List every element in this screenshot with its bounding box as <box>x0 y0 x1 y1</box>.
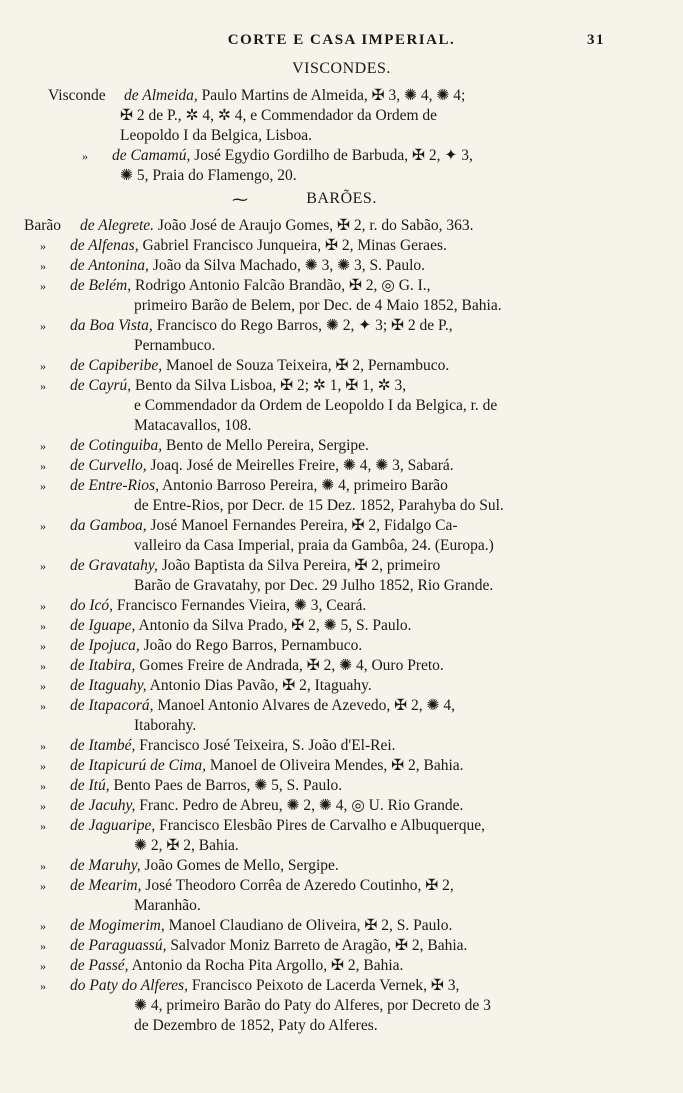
entry-line <box>70 936 467 956</box>
title-name: de Entre-Rios, <box>70 477 159 494</box>
entry-baroes <box>0 636 683 656</box>
holder-text: Joaq. José de Meirelles Freire, ✺ 4, ✺ 3, Sabará. <box>146 457 454 474</box>
entry-line <box>70 696 455 716</box>
entry-line <box>70 376 406 396</box>
title-name: de Maruhy, <box>70 857 141 874</box>
holder-text: Gomes Freire de Andrada, ✠ 2, ✺ 4, Ouro Preto. <box>135 657 444 674</box>
ditto-mark: » <box>40 619 46 633</box>
ditto-mark: » <box>40 519 46 533</box>
entry-viscondes <box>0 86 683 146</box>
title-name: de Alfenas, <box>70 237 139 254</box>
holder-text: Manoel de Oliveira Mendes, ✠ 2, Bahia. <box>206 757 464 774</box>
entry-baroes <box>0 956 683 976</box>
ditto-mark: » <box>40 479 46 493</box>
running-title: CORTE E CASA IMPERIAL. <box>227 32 456 48</box>
title-name: de Curvello, <box>70 457 147 474</box>
ditto-mark: » <box>40 359 46 373</box>
holder-text: João da Silva Machado, ✺ 3, ✺ 3, S. Paulo. <box>148 257 426 274</box>
ditto-mark: » <box>40 259 46 273</box>
entry-baroes <box>0 376 683 436</box>
title-name: de Itambé, <box>70 737 136 754</box>
entry-line <box>80 216 474 236</box>
entry-baroes <box>0 356 683 376</box>
entry-line <box>70 876 454 896</box>
ditto-mark: » <box>40 779 46 793</box>
ditto-mark: » <box>40 599 46 613</box>
entry-baroes <box>0 436 683 456</box>
entry-baroes <box>0 756 683 776</box>
entry-baroes <box>0 276 683 316</box>
entry-line <box>70 596 366 616</box>
entry-line <box>70 916 452 936</box>
ditto-mark: » <box>40 919 46 933</box>
holder-text: Antonio Barroso Pereira, ✺ 4, primeiro Barão <box>158 477 448 494</box>
entry-baroes <box>0 596 683 616</box>
holder-text: João José de Araujo Gomes, ✠ 2, r. do Sabão, 363. <box>154 217 474 234</box>
title-name: de Ipojuca, <box>70 637 140 654</box>
ditto-mark: » <box>40 879 46 893</box>
entry-line <box>70 236 447 256</box>
holder-text: Bento Paes de Barros, ✺ 5, S. Paulo. <box>109 777 343 794</box>
entry-line <box>70 256 425 276</box>
title-name: da Boa Vista, <box>70 317 153 334</box>
ditto-mark: » <box>40 379 46 393</box>
entry-baroes <box>0 856 683 876</box>
ditto-mark: » <box>40 939 46 953</box>
holder-text: José Theodoro Corrêa de Azeredo Coutinho, ✠ 2, <box>141 877 454 894</box>
continuation-line: ✺ 4, primeiro Barão do Paty do Alferes, por Decreto de 3 <box>134 997 491 1014</box>
holder-text: Gabriel Francisco Junqueira, ✠ 2, Minas Geraes. <box>138 237 447 254</box>
title-name: de Passé, <box>70 957 129 974</box>
entry-line <box>70 276 431 296</box>
continuation-line: ✺ 2, ✠ 2, Bahia. <box>134 837 239 854</box>
continuation-line: de Dezembro de 1852, Paty do Alferes. <box>134 1017 378 1034</box>
entry-baroes <box>0 916 683 936</box>
holder-text: José Egydio Gordilho de Barbuda, ✠ 2, ✦ 3, <box>190 147 473 164</box>
entry-line <box>70 516 458 536</box>
title-name: de Jaguaripe, <box>70 817 156 834</box>
running-header <box>0 32 683 52</box>
title-name: de Mearim, <box>70 877 142 894</box>
ditto-mark: » <box>40 959 46 973</box>
section-heading-baroes: BARÕES. <box>306 190 377 207</box>
entry-line <box>70 636 362 656</box>
title-name: de Cotinguiba, <box>70 437 163 454</box>
title-name: do Icó, <box>70 597 114 614</box>
holder-text: Manoel Claudiano de Oliveira, ✠ 2, S. Paulo. <box>164 917 453 934</box>
entry-baroes <box>0 476 683 516</box>
ditto-mark: » <box>40 459 46 473</box>
title-name: de Gravatahy, <box>70 557 158 574</box>
ditto-mark: » <box>40 239 46 253</box>
ditto-mark: » <box>40 439 46 453</box>
entry-baroes <box>0 556 683 596</box>
continuation-line: Matacavallos, 108. <box>134 417 252 434</box>
page-number: 31 <box>587 32 605 48</box>
entry-baroes <box>0 736 683 756</box>
title-name: de Jacuhy, <box>70 797 136 814</box>
tilde-ornament: ⁓ <box>232 192 248 209</box>
continuation-line: Maranhão. <box>134 897 201 914</box>
holder-text: Manoel Antonio Alvares de Azevedo, ✠ 2, ✺ 4, <box>153 697 455 714</box>
entry-line <box>70 676 372 696</box>
entry-line <box>70 856 339 876</box>
title-name: de Mogimerim, <box>70 917 165 934</box>
title-name: de Itabira, <box>70 657 136 674</box>
holder-text: Antonio da Silva Prado, ✠ 2, ✺ 5, S. Paulo. <box>135 617 412 634</box>
title-name: de Antonina, <box>70 257 149 274</box>
ditto-mark: » <box>40 679 46 693</box>
entry-baroes <box>0 936 683 956</box>
continuation-line: valleiro da Casa Imperial, praia da Gambôa, 24. (Europa.) <box>134 537 494 554</box>
continuation-line: de Entre-Rios, por Decr. de 15 Dez. 1852, Parahyba do Sul. <box>134 497 504 514</box>
entry-baroes <box>0 256 683 276</box>
title-name: de Cayrú, <box>70 377 132 394</box>
holder-text: João Baptista da Silva Pereira, ✠ 2, primeiro <box>157 557 441 574</box>
entry-baroes <box>0 976 683 1036</box>
holder-text: João do Rego Barros, Pernambuco. <box>139 637 363 654</box>
title-name: de Itapicurú de Cima, <box>70 757 207 774</box>
entry-baroes <box>0 696 683 736</box>
holder-text: Salvador Moniz Barreto de Aragão, ✠ 2, Bahia. <box>166 937 468 954</box>
continuation-line: Leopoldo I da Belgica, Lisboa. <box>120 127 312 144</box>
title-name: do Paty do Alferes, <box>70 977 188 994</box>
entry-line <box>70 956 403 976</box>
holder-text: José Manoel Fernandes Pereira, ✠ 2, Fidalgo Ca- <box>146 517 458 534</box>
continuation-line: ✺ 5, Praia do Flamengo, 20. <box>120 167 297 184</box>
title-label: Barão <box>24 217 62 234</box>
holder-text: Francisco Elesbão Pires de Carvalho e Albuquerque, <box>155 817 485 834</box>
ditto-mark: » <box>40 819 46 833</box>
section-heading-viscondes: VISCONDES. <box>292 60 391 77</box>
ditto-mark: » <box>40 859 46 873</box>
entry-baroes <box>0 816 683 856</box>
continuation-line: e Commendador da Ordem de Leopoldo I da Belgica, r. de <box>134 397 498 414</box>
ditto-mark: » <box>40 799 46 813</box>
entry-baroes <box>0 656 683 676</box>
title-name: de Paraguassú, <box>70 937 167 954</box>
holder-text: Francisco Fernandes Vieira, ✺ 3, Ceará. <box>113 597 367 614</box>
holder-text: Bento de Mello Pereira, Sergipe. <box>162 437 369 454</box>
entry-baroes <box>0 796 683 816</box>
entry-line <box>70 796 463 816</box>
holder-text: Francisco do Rego Barros, ✺ 2, ✦ 3; ✠ 2 de P., <box>152 317 453 334</box>
entry-line <box>70 736 396 756</box>
entry-line <box>124 86 465 106</box>
title-name: de Itaguahy, <box>70 677 147 694</box>
holder-text: Francisco José Teixeira, S. João d'El-Rei. <box>135 737 396 754</box>
holder-text: Antonio Dias Pavão, ✠ 2, Itaguahy. <box>146 677 372 694</box>
holder-text: Francisco Peixoto de Lacerda Vernek, ✠ 3, <box>187 977 460 994</box>
entry-baroes <box>0 216 683 236</box>
title-name: de Iguape, <box>70 617 136 634</box>
holder-text: Paulo Martins de Almeida, ✠ 3, ✺ 4, ✺ 4; <box>197 87 466 104</box>
continuation-line: Barão de Gravatahy, por Dec. 29 Julho 1852, Rio Grande. <box>134 577 494 594</box>
holder-text: João Gomes de Mello, Sergipe. <box>140 857 339 874</box>
entry-line <box>70 556 440 576</box>
ditto-mark: » <box>40 699 46 713</box>
title-name: de Almeida, <box>124 87 198 104</box>
entry-baroes <box>0 316 683 356</box>
ditto-mark: » <box>40 319 46 333</box>
entry-line <box>70 436 369 456</box>
continuation-line: Itaborahy. <box>134 717 197 734</box>
entry-baroes <box>0 236 683 256</box>
title-name: de Itapacorá, <box>70 697 154 714</box>
title-name: da Gamboa, <box>70 517 147 534</box>
entry-line <box>70 816 485 836</box>
entry-baroes <box>0 616 683 636</box>
entry-line <box>70 756 464 776</box>
ditto-mark: » <box>40 639 46 653</box>
ditto-mark: » <box>40 979 46 993</box>
entry-baroes <box>0 776 683 796</box>
entry-line <box>70 776 342 796</box>
entry-baroes <box>0 676 683 696</box>
ditto-mark: » <box>40 279 46 293</box>
continuation-line: primeiro Barão de Belem, por Dec. de 4 Maio 1852, Bahia. <box>134 297 502 314</box>
title-label: Visconde <box>48 87 106 104</box>
entry-line <box>70 976 459 996</box>
ditto-mark: » <box>40 659 46 673</box>
title-name: de Camamú, <box>112 147 191 164</box>
entry-line <box>70 656 444 676</box>
holder-text: Manoel de Souza Teixeira, ✠ 2, Pernambuco. <box>162 357 450 374</box>
entry-line <box>70 356 449 376</box>
holder-text: Franc. Pedro de Abreu, ✺ 2, ✺ 4, ◎ U. Rio Grande. <box>135 797 464 814</box>
entry-viscondes <box>0 146 683 186</box>
title-name: de Belém, <box>70 277 132 294</box>
continuation-line: ✠ 2 de P., ✲ 4, ✲ 4, e Commendador da Ordem de <box>120 107 438 124</box>
entry-line <box>70 456 454 476</box>
entry-line <box>112 146 473 166</box>
holder-text: Rodrigo Antonio Falcão Brandão, ✠ 2, ◎ G. I., <box>131 277 431 294</box>
entry-line <box>70 316 453 336</box>
entry-baroes <box>0 456 683 476</box>
continuation-line: Pernambuco. <box>134 337 216 354</box>
title-name: de Itú, <box>70 777 110 794</box>
ditto-mark: » <box>40 759 46 773</box>
entry-baroes <box>0 876 683 916</box>
title-name: de Capiberibe, <box>70 357 163 374</box>
holder-text: Bento da Silva Lisboa, ✠ 2; ✲ 1, ✠ 1, ✲ 3, <box>131 377 407 394</box>
ditto-mark: » <box>40 739 46 753</box>
entry-baroes <box>0 516 683 556</box>
entry-line <box>70 616 412 636</box>
entry-line <box>70 476 448 496</box>
title-name: de Alegrete. <box>80 217 155 234</box>
holder-text: Antonio da Rocha Pita Argollo, ✠ 2, Bahia. <box>128 957 404 974</box>
ditto-mark: » <box>82 149 88 163</box>
ditto-mark: » <box>40 559 46 573</box>
